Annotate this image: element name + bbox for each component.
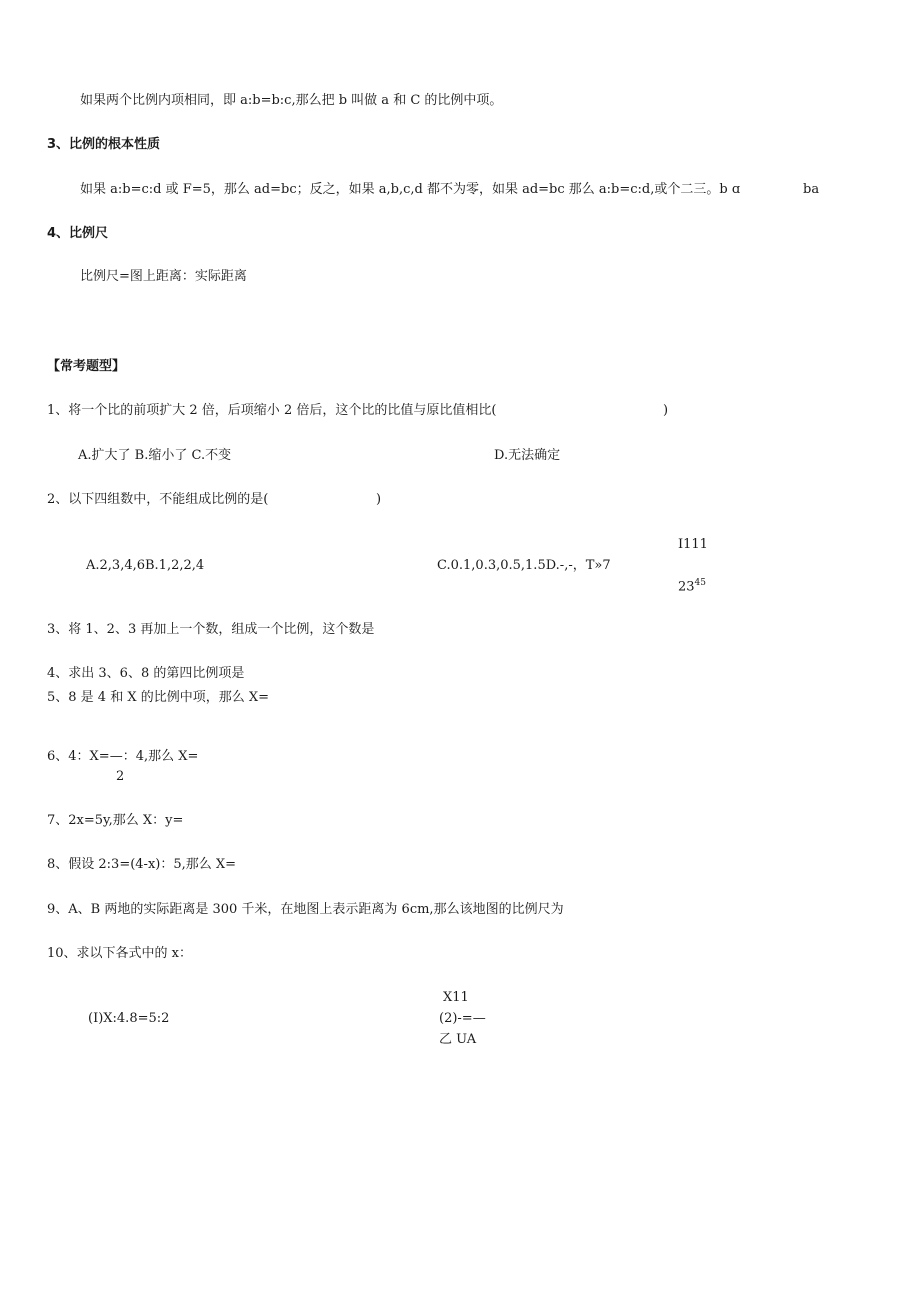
question-5: 5、8 是 4 和 X 的比例中项，那么 X= xyxy=(47,690,270,705)
question-1-options-abc: A.扩大了 B.缩小了 C.不变 xyxy=(78,448,232,463)
question-7: 7、2x=5y,那么 X：y= xyxy=(47,813,184,828)
question-2-close-paren: ) xyxy=(376,492,382,507)
question-3: 3、将 1、2、3 再加上一个数，组成一个比例，这个数是 xyxy=(47,622,375,637)
question-10-part-2-denominators: 乙 UA xyxy=(439,1032,477,1047)
section-4-heading: 4、比例尺 xyxy=(47,226,109,241)
question-2-options-cd: C.0.1,0.3,0.5,1.5D.-,-，T»7 xyxy=(437,558,611,573)
section-3-body-tail: ba xyxy=(803,182,820,197)
question-2-option-d-denominators xyxy=(678,579,706,593)
question-10: 10、求以下各式中的 x： xyxy=(47,946,193,961)
question-10-part-2-equation: (2)-=— xyxy=(439,1011,486,1026)
question-1: 1、将一个比的前项扩大 2 倍，后项缩小 2 倍后，这个比的比值与原比值相比( xyxy=(47,403,497,418)
question-4: 4、求出 3、6、8 的第四比例项是 xyxy=(47,666,245,681)
section-3-heading: 3、比例的根本性质 xyxy=(47,137,161,152)
question-2-options-ab: A.2,3,4,6B.1,2,2,4 xyxy=(86,558,205,573)
question-9: 9、A、B 两地的实际距离是 300 千米，在地图上表示距离为 6cm,那么该地图的比例尺为 xyxy=(47,902,564,917)
question-10-part-1: (I)X:4.8=5:2 xyxy=(88,1011,170,1026)
question-1-close-paren: ) xyxy=(663,403,669,418)
text-line-proportion-mean: 如果两个比例内项相同，即 a:b=b:c,那么把 b 叫做 a 和 C 的比例中项。 xyxy=(80,93,503,108)
section-3-body: 如果 a:b=c:d 或 F=5，那么 ad=bc；反之，如果 a,b,c,d 都不为零，如果 ad=bc 那么 a:b=c:d,或个二三。b ɑ xyxy=(80,182,741,197)
question-10-part-2-numerators: X11 xyxy=(443,990,469,1005)
section-4-body: 比例尺=图上距离：实际距离 xyxy=(80,269,247,284)
question-8: 8、假设 2:3=(4-x)：5,那么 X= xyxy=(47,857,237,872)
question-6: 6、4：X=—：4,那么 X= xyxy=(47,749,199,764)
question-6-denominator: 2 xyxy=(116,769,125,784)
question-2-option-d-numerators: I111 xyxy=(678,537,708,552)
common-question-types-header: 【常考题型】 xyxy=(47,359,126,374)
question-2-denominator-a: 23 xyxy=(678,579,695,595)
question-2-denominator-b: 45 xyxy=(694,578,706,588)
question-2: 2、以下四组数中，不能组成比例的是( xyxy=(47,492,269,507)
question-1-option-d: D.无法确定 xyxy=(494,448,561,463)
